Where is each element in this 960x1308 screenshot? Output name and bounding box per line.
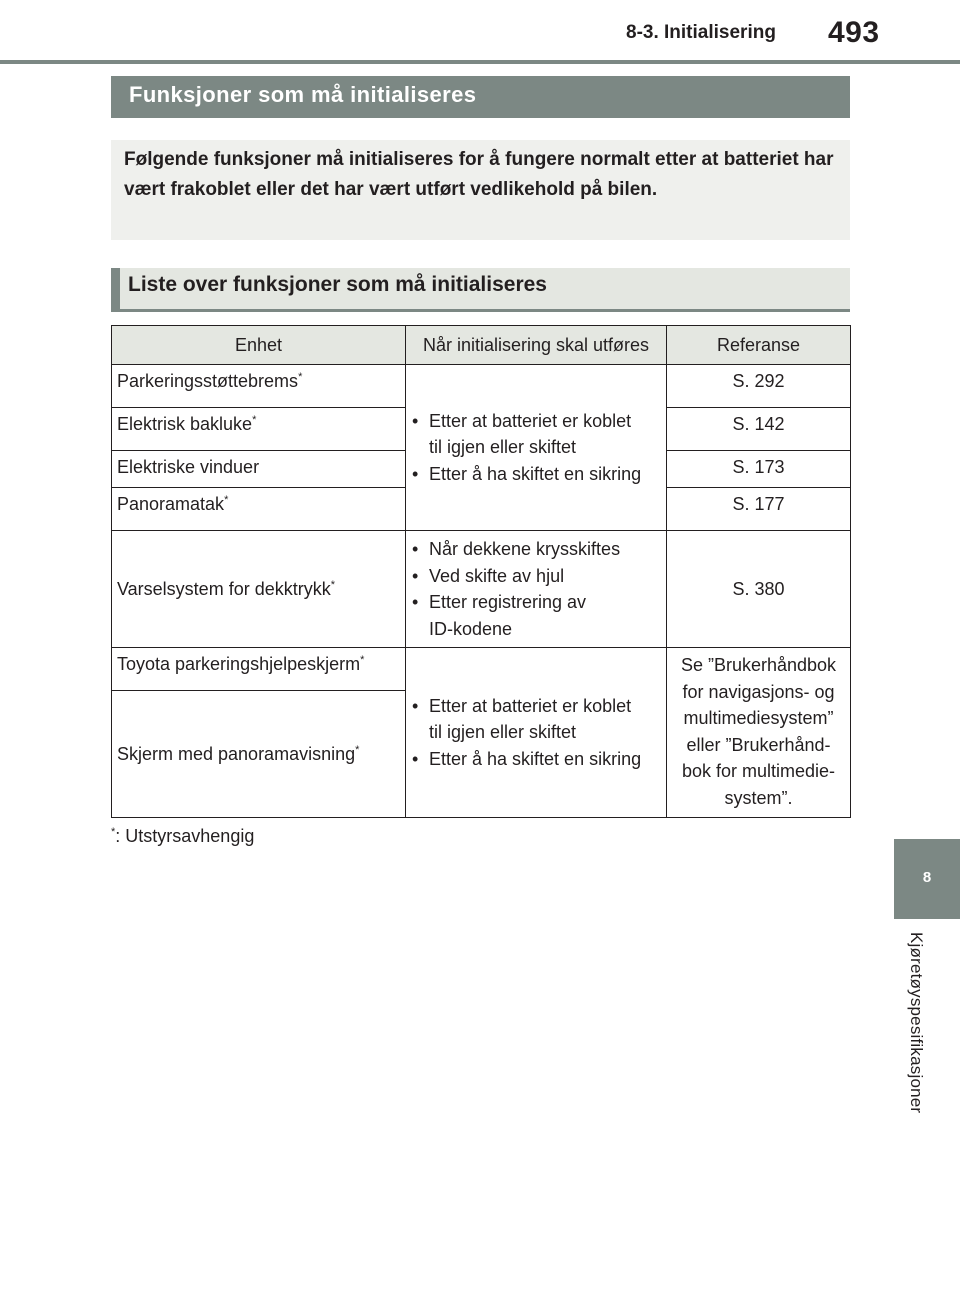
unit-cell: Elektrisk bakluke* (112, 408, 406, 451)
header-ref: Referanse (667, 326, 851, 365)
when-cell-tire (406, 531, 667, 648)
header-section-title: 8-3. Initialisering (626, 22, 776, 43)
header-rule (0, 60, 960, 64)
ref-cell: S. 292 (667, 365, 851, 408)
ref-cell: S. 177 (667, 488, 851, 531)
when-cell-group2 (406, 648, 667, 818)
chapter-tab: 8 (894, 839, 960, 919)
list-item: • Etter at batteriet er koblet til igjen eller skiftet (412, 693, 666, 746)
list-item: • Etter registrering av ID-kodene (412, 589, 666, 642)
list-item: • Etter at batteriet er koblet til igjen eller skiftet (412, 408, 666, 461)
table-row (112, 365, 851, 408)
intro-box: Følgende funksjoner må initialiseres for å fungere normalt etter at batteriet har vært frakoblet eller det har vært utført vedlikehold på bilen. (111, 140, 850, 240)
header-when: Når initialisering skal utføres (406, 326, 667, 365)
subsection-title-bar: Liste over funksjoner som må initialiseres (111, 268, 850, 312)
unit-cell: Elektriske vinduer (112, 451, 406, 488)
ref-cell: S. 380 (667, 531, 851, 648)
unit-cell: Varselsystem for dekktrykk* (112, 531, 406, 648)
unit-cell: Parkeringsstøttebrems* (112, 365, 406, 408)
initialization-table (111, 325, 851, 818)
table-header-row (112, 326, 851, 365)
list-item: • Ved skifte av hjul (412, 563, 666, 590)
header-unit: Enhet (112, 326, 406, 365)
list-item: • Etter å ha skiftet en sikring (412, 461, 666, 488)
page-number: 493 (828, 16, 880, 49)
table-row (112, 648, 851, 691)
ref-cell-manual: Se ”Brukerhåndbok for navigasjons- og multimediesystem” eller ”Brukerhånd- bok for multimedie- system”. (667, 648, 851, 818)
list-item: • Etter å ha skiftet en sikring (412, 746, 666, 773)
chapter-side-label: Kjøretøyspesifikasjoner (907, 932, 926, 1114)
ref-cell: S. 142 (667, 408, 851, 451)
when-cell-group1 (406, 365, 667, 531)
unit-cell: Panoramatak* (112, 488, 406, 531)
unit-cell: Skjerm med panoramavisning* (112, 691, 406, 818)
unit-cell: Toyota parkeringshjelpeskjerm* (112, 648, 406, 691)
footnote: *: Utstyrsavhengig (111, 826, 255, 846)
section-title-bar: Funksjoner som må initialiseres (111, 76, 850, 118)
list-item: • Når dekkene krysskiftes (412, 536, 666, 563)
ref-cell: S. 173 (667, 451, 851, 488)
table-row (112, 531, 851, 648)
